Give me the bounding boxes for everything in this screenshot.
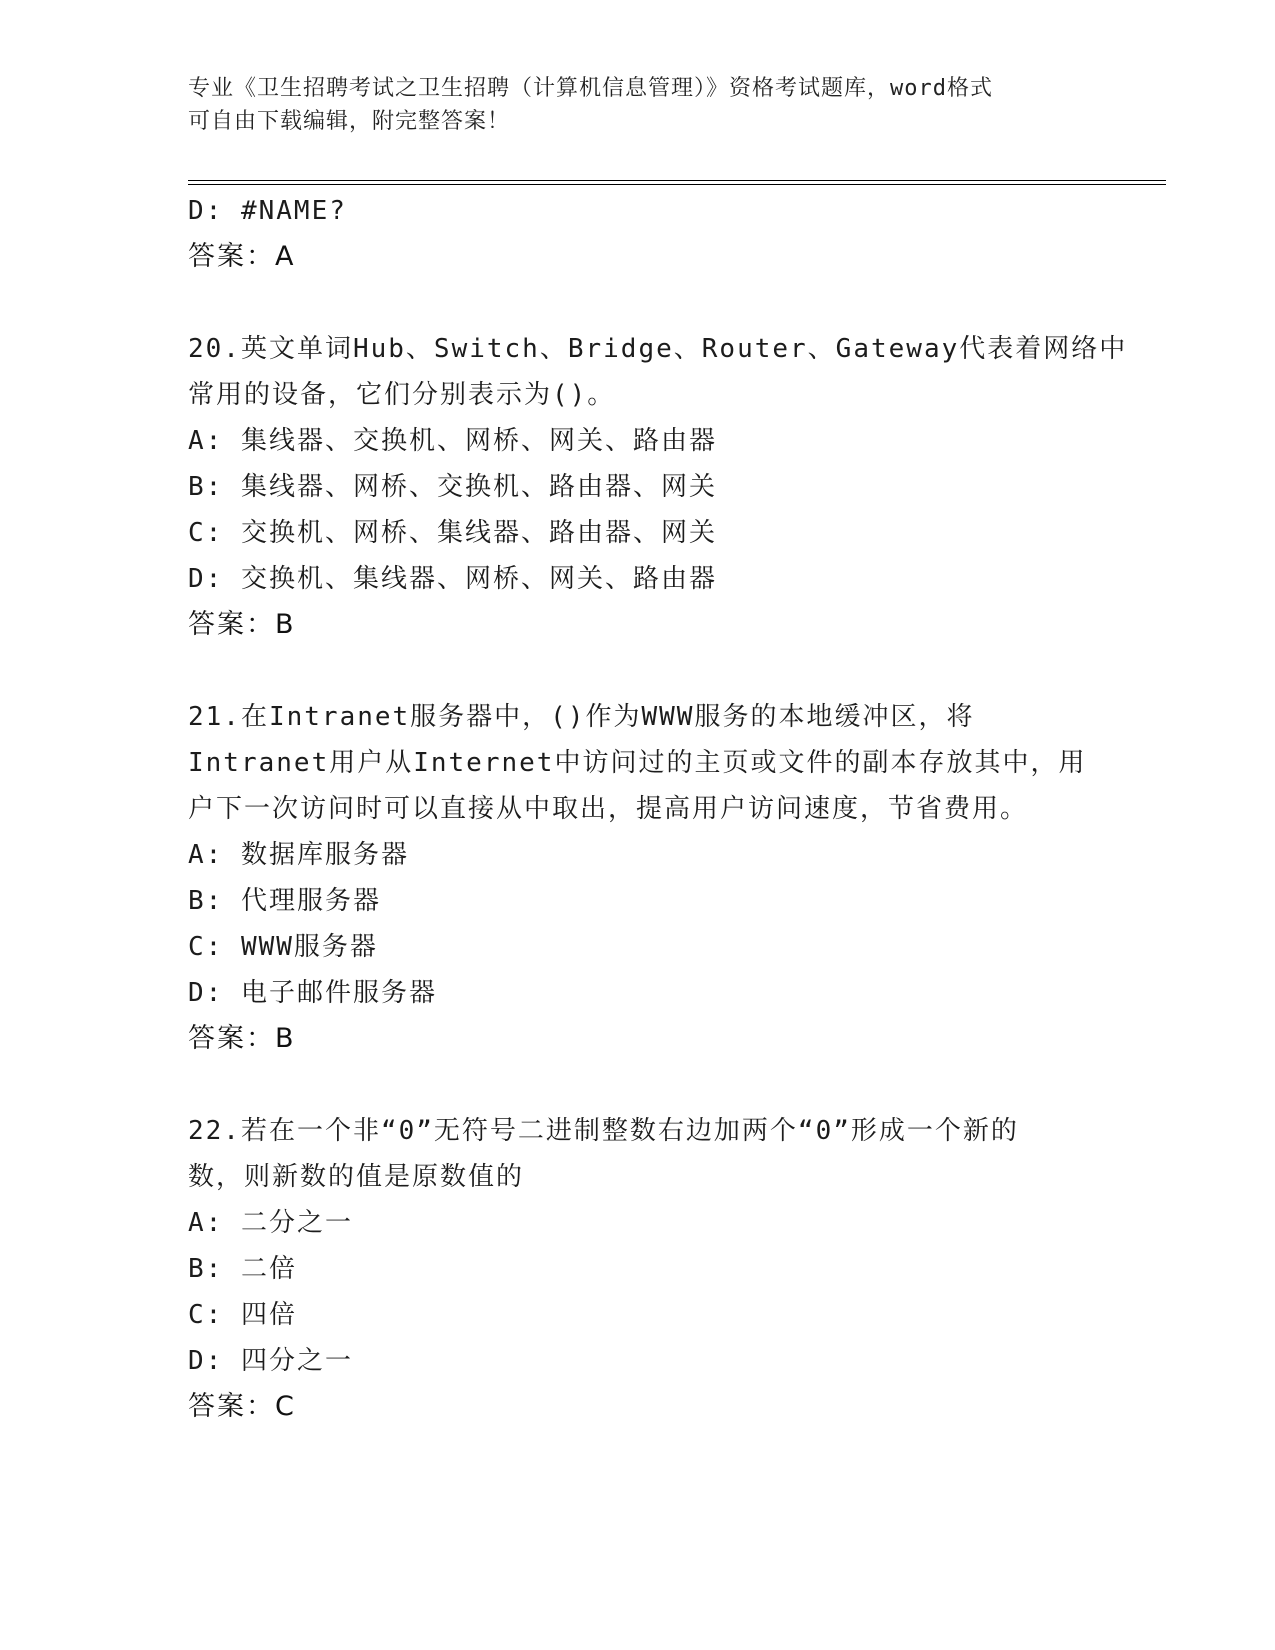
option-d: D: 四分之一 (188, 1346, 353, 1376)
option-d: D: 电子邮件服务器 (188, 978, 437, 1008)
header-line-1: 专业《卫生招聘考试之卫生招聘（计算机信息管理）》资格考试题库，word格式 (188, 76, 993, 101)
header-line-2: 可自由下载编辑，附完整答案！ (188, 109, 511, 134)
question-stem-line: 数，则新数的值是原数值的 (188, 1162, 525, 1192)
option-c: C: WWW服务器 (188, 932, 378, 962)
header-rule-bottom (188, 184, 1166, 185)
question-stem-line: 21.在Intranet服务器中，()作为WWW服务的本地缓冲区，将 (188, 702, 975, 732)
prev-answer: 答案：A (188, 241, 296, 272)
question-stem-line: Intranet用户从Internet中访问过的主页或文件的副本存放其中，用 (188, 748, 1087, 778)
document-body (188, 188, 1128, 1430)
question-stem-line: 20.英文单词Hub、Switch、Bridge、Router、Gateway代表着网络中 (188, 334, 1128, 364)
answer: 答案：B (188, 1023, 296, 1054)
question-20 (188, 326, 1128, 648)
answer: 答案：B (188, 609, 296, 640)
answer: 答案：C (188, 1391, 296, 1422)
question-stem-line: 户下一次访问时可以直接从中取出，提高用户访问速度，节省费用。 (188, 794, 1029, 824)
option-a: A: 集线器、交换机、网桥、网关、路由器 (188, 426, 717, 456)
question-stem-line: 22.若在一个非“0”无符号二进制整数右边加两个“0”形成一个新的 (188, 1116, 1019, 1146)
option-a: A: 二分之一 (188, 1208, 353, 1238)
spacer (188, 1062, 1088, 1108)
option-c: C: 四倍 (188, 1300, 297, 1330)
option-b: B: 二倍 (188, 1254, 297, 1284)
spacer (188, 648, 1088, 694)
option-d: D: 交换机、集线器、网桥、网关、路由器 (188, 564, 717, 594)
option-b: B: 集线器、网桥、交换机、路由器、网关 (188, 472, 717, 502)
option-c: C: 交换机、网桥、集线器、路由器、网关 (188, 518, 717, 548)
option-a: A: 数据库服务器 (188, 840, 409, 870)
header-rule-top (188, 180, 1166, 181)
question-22 (188, 1108, 1088, 1430)
option-b: B: 代理服务器 (188, 886, 381, 916)
question-21 (188, 694, 1088, 1062)
question-stem-line: 常用的设备，它们分别表示为()。 (188, 380, 616, 410)
prev-option-d: D: #NAME? (188, 196, 347, 226)
spacer (188, 280, 1088, 326)
document-header (188, 72, 1068, 138)
